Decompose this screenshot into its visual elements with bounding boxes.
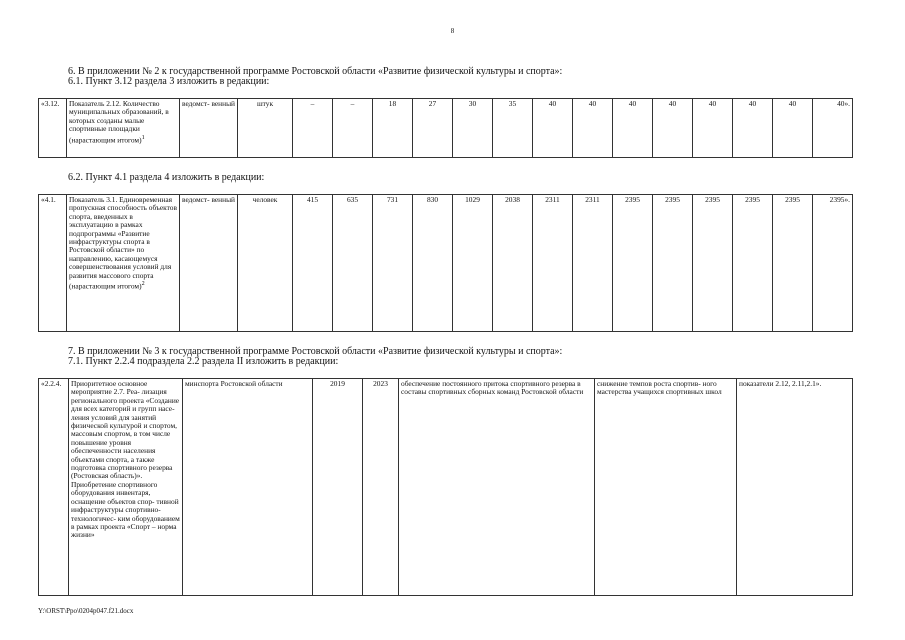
executor: минспорта Ростовской области [183,379,313,596]
value-cell: 415 [293,195,333,332]
indicator-type: ведомст- венный [180,99,238,158]
value-cell: 40 [693,99,733,158]
section-7-1-heading: 7.1. Пункт 2.2.4 подраздела 2.2 раздела II изложить в редакции: [68,356,339,367]
table-row [39,379,853,596]
indicator-name: Показатель 3.1. Единовременная пропускная способность объектов спорта, введенных в эксплуатацию в рамках подпрограммы «Развитие инфраструктуры спорта в Ростовской области» по направлению, касающемуся совершенствования условий для развития массового спорта (нарастающим итогом)$^2$ [67,195,180,332]
value-cell: 40 [653,99,693,158]
indicator-unit: штук [238,99,293,158]
value-cell: 2395 [613,195,653,332]
value-cell: 2395 [653,195,693,332]
indicator-name: Показатель 2.12. Количество муниципальных образований, в которых созданы малые спортивные площадки (нарастающим итогом)$^1$ [67,99,180,158]
row-number: «3.12. [39,99,67,158]
value-cell: 30 [453,99,493,158]
indicator-unit: человек [238,195,293,332]
value-cell: 40 [533,99,573,158]
value-cell: 40». [813,99,853,158]
value-cell: 2395 [773,195,813,332]
table-indicator-3-12 [38,98,853,158]
table-activity-2-2-4 [38,378,853,596]
table-indicator-4-1 [38,194,853,332]
value-cell: 2395 [693,195,733,332]
value-cell: 2038 [493,195,533,332]
section-6-heading: 6. В приложении № 2 к государственной программе Ростовской области «Развитие физической культуры и спорта»: [68,66,563,77]
value-cell: 2311 [573,195,613,332]
table-row [39,99,853,158]
indicator-type: ведомст- венный [180,195,238,332]
row-number: «2.2.4. [39,379,69,596]
table-row [39,195,853,332]
related-indicators: показатели 2.12, 2.11,2.1». [737,379,853,596]
expected-result: обеспечение постоянного притока спортивного резерва в составы спортивных сборных команд Ростовской области [399,379,595,596]
value-cell: 635 [333,195,373,332]
value-cell: 40 [573,99,613,158]
start-year: 2019 [313,379,363,596]
value-cell: 2311 [533,195,573,332]
row-number: «4.1. [39,195,67,332]
page-number: 8 [450,27,455,35]
section-7-heading: 7. В приложении № 3 к государственной программе Ростовской области «Развитие физической культуры и спорта»: [68,346,563,357]
value-cell: 40 [613,99,653,158]
consequence: снижение темпов роста спортив- ного мастерства учащихся спортивных школ [595,379,737,596]
value-cell: 18 [373,99,413,158]
activity-name: Приоритетное основное мероприятие 2.7. Реа- лизация регионального проекта «Создание для всех категорий и групп насе- ления условий для занятий физической культурой и спортом, массовым спортом, в том числе повышение уровня обеспеченности населения объектами спорта, а также подготовка спортивного резерва (Ростовская область)». Приобретение спортивного оборудования инвентаря, оснащение объектов спор- тивной инфраструктуры спортивно-технологичес- ким оборудованием в рамках проекта «Спорт – норма жизни» [69,379,183,596]
value-cell: 40 [733,99,773,158]
section-6-2-heading: 6.2. Пункт 4.1 раздела 4 изложить в редакции: [68,172,265,183]
value-cell: 830 [413,195,453,332]
value-cell: 2395 [733,195,773,332]
section-6-1-heading: 6.1. Пункт 3.12 раздела 3 изложить в редакции: [68,76,270,87]
value-cell: 40 [773,99,813,158]
value-cell: 731 [373,195,413,332]
value-cell: 35 [493,99,533,158]
value-cell: – [333,99,373,158]
end-year: 2023 [363,379,399,596]
value-cell: 2395». [813,195,853,332]
value-cell: 27 [413,99,453,158]
value-cell: – [293,99,333,158]
file-path-footer: Y:\ORST\Ppo\0204p047.f21.docx [38,607,134,615]
value-cell: 1029 [453,195,493,332]
